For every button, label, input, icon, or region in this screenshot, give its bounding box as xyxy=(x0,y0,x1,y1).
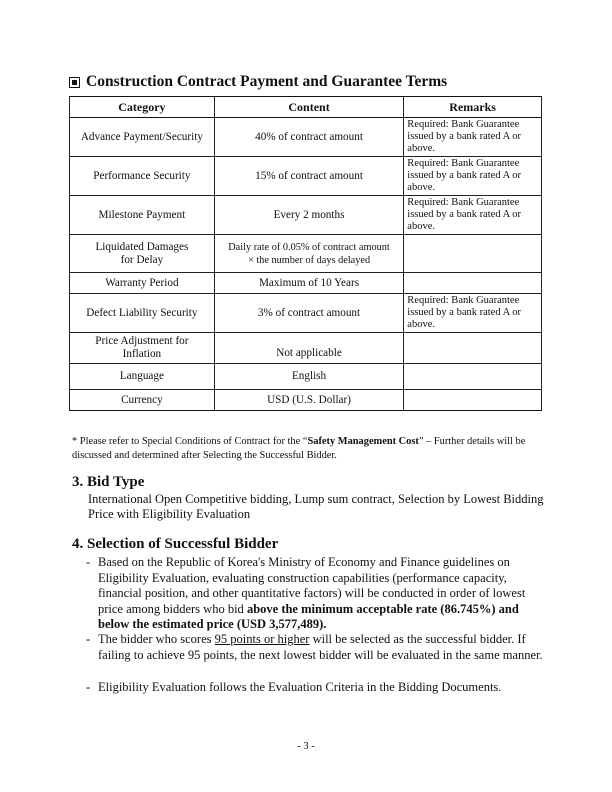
section-heading xyxy=(69,73,447,91)
cell-remarks xyxy=(404,364,542,390)
cell-remarks: Required: Bank Guarantee issued by a bank rated A or above. xyxy=(404,294,542,333)
section-heading-text: Construction Contract Payment and Guarantee Terms xyxy=(86,73,448,90)
cell-content: 15% of contract amount xyxy=(214,157,404,196)
cell-category: Advance Payment/Security xyxy=(70,118,215,157)
bullet-text-part: The bidder who scores xyxy=(98,632,215,646)
cell-category-line: Liquidated Damages xyxy=(95,240,189,253)
footnote-text: * Please refer to Special Conditions of Contract for the “ xyxy=(72,436,308,447)
bullet-bold-text: above the minimum acceptable rate (86.745%) and below the estimated price (USD 3,577,489). xyxy=(98,601,519,632)
section-4-title: 4. Selection of Successful Bidder xyxy=(72,536,279,552)
table-row xyxy=(70,157,542,196)
page-number: - 3 - xyxy=(297,741,315,752)
cell-remarks xyxy=(404,390,542,411)
footnote xyxy=(72,435,542,463)
cell-category: Currency xyxy=(70,390,215,411)
filled-square-icon xyxy=(69,77,80,88)
cell-content: Maximum of 10 Years xyxy=(214,273,404,294)
table-row xyxy=(70,364,542,390)
cell-content: English xyxy=(214,364,404,390)
bullet-text: Eligibility Evaluation follows the Evaluation Criteria in the Bidding Documents. xyxy=(98,680,502,694)
cell-category-line: Inflation xyxy=(122,348,162,360)
cell-category-line: for Delay xyxy=(120,253,164,266)
list-item xyxy=(86,555,548,633)
column-header-remarks: Remarks xyxy=(404,97,542,118)
table-row xyxy=(70,294,542,333)
bullet-text xyxy=(98,555,548,633)
cell-content-line: Daily rate of 0.05% of contract amount xyxy=(228,241,390,253)
underlined-threshold: 95 points or higher xyxy=(214,632,310,646)
bullet-text-part: Based on the Republic of Korea's Ministry of Economy and Finance guidelines on Eligibility Evaluation, evaluating construction capabilities (performance capacity, financial position, and other quantitative factors) will be conducted in order of lowest price among bidders who bid xyxy=(98,555,526,616)
cell-content: Not applicable xyxy=(214,333,404,364)
cell-remarks xyxy=(404,235,542,273)
column-header-content: Content xyxy=(214,97,404,118)
bullet-mark: - xyxy=(86,555,91,569)
section-3-title: 3. Bid Type xyxy=(72,474,145,490)
bullet-text xyxy=(98,632,548,663)
table-row xyxy=(70,235,542,273)
cell-content-line: × the number of days delayed xyxy=(247,254,371,266)
cell-content: 40% of contract amount xyxy=(214,118,404,157)
cell-remarks: Required: Bank Guarantee issued by a bank rated A or above. xyxy=(404,118,542,157)
cell-category: Language xyxy=(70,364,215,390)
table-row xyxy=(70,118,542,157)
cell-category xyxy=(70,235,215,273)
cell-remarks: Required: Bank Guarantee issued by a bank rated A or above. xyxy=(404,157,542,196)
footnote-bold-term: Safety Management Cost xyxy=(307,436,419,447)
cell-category: Defect Liability Security xyxy=(70,294,215,333)
bullet-text-part: will be selected as the successful bidder. If failing to achieve 95 points, the next lowest bidder will be evaluated in the same manner. xyxy=(98,632,543,662)
table-row xyxy=(70,390,542,411)
footnote-text-end: ” – Further details will be discussed and determined after Selecting the Successful Bidder. xyxy=(72,436,526,461)
list-item xyxy=(86,632,548,663)
list-item xyxy=(86,680,548,696)
table-row xyxy=(70,273,542,294)
column-header-category: Category xyxy=(70,97,215,118)
cell-remarks xyxy=(404,333,542,364)
cell-category xyxy=(70,333,215,364)
cell-content xyxy=(214,235,404,273)
terms-table xyxy=(69,96,542,411)
bullet-mark: - xyxy=(86,632,91,646)
cell-category: Milestone Payment xyxy=(70,196,215,235)
cell-category: Warranty Period xyxy=(70,273,215,294)
cell-category-line: Price Adjustment for xyxy=(95,335,189,347)
table-row xyxy=(70,196,542,235)
bullet-mark: - xyxy=(86,680,91,694)
cell-remarks xyxy=(404,273,542,294)
cell-category: Performance Security xyxy=(70,157,215,196)
table-row xyxy=(70,333,542,364)
cell-content: Every 2 months xyxy=(214,196,404,235)
section-3-text: International Open Competitive bidding, Lump sum contract, Selection by Lowest Bidding Price with Eligibility Evaluation xyxy=(88,492,544,521)
cell-content: USD (U.S. Dollar) xyxy=(214,390,404,411)
cell-content: 3% of contract amount xyxy=(214,294,404,333)
cell-remarks: Required: Bank Guarantee issued by a bank rated A or above. xyxy=(404,196,542,235)
table-header-row xyxy=(70,97,542,118)
